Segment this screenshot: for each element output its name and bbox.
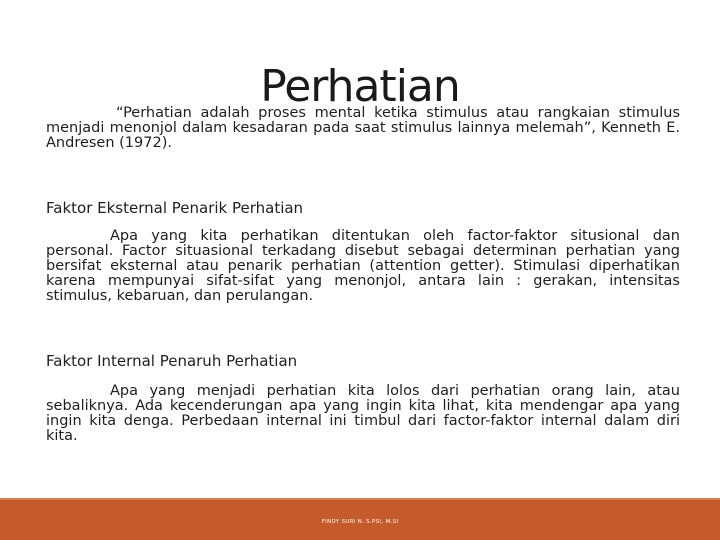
quote-paragraph: “Perhatian adalah proses mental ketika stimulus atau rangkaian stimulus menjadi menonjol dalam kesadaran pada saat stimulus lainnya melemah”, Kenneth E. Andresen (1972). (46, 105, 680, 151)
internal-factor-heading: Faktor Internal Penaruh Perhatian (46, 352, 298, 370)
external-factor-heading: Faktor Eksternal Penarik Perhatian (46, 199, 304, 217)
internal-factor-paragraph: Apa yang menjadi perhatian kita lolos dari perhatian orang lain, atau sebaliknya. Ada kecenderungan apa yang ingin kita lihat, kita mendengar apa yang ingin kita denga. Perbedaan internal ini timbul dari factor-faktor internal dalam diri kita. (46, 383, 680, 444)
footer-author: FINDY SURI N. S.PSI, M.SI (321, 519, 399, 525)
slide-title: Perhatian (260, 61, 460, 112)
external-factor-paragraph: Apa yang kita perhatikan ditentukan oleh factor-faktor situsional dan personal. Factor situasional terkadang disebut sebagai determinan perhatian yang bersifat eksternal atau penarik perhatian (attention getter). Stimulasi diperhatikan karena mempunyai sifat-sifat yang menonjol, antara lain : gerakan, intensitas stimulus, kebaruan, dan perulangan. (46, 228, 680, 304)
